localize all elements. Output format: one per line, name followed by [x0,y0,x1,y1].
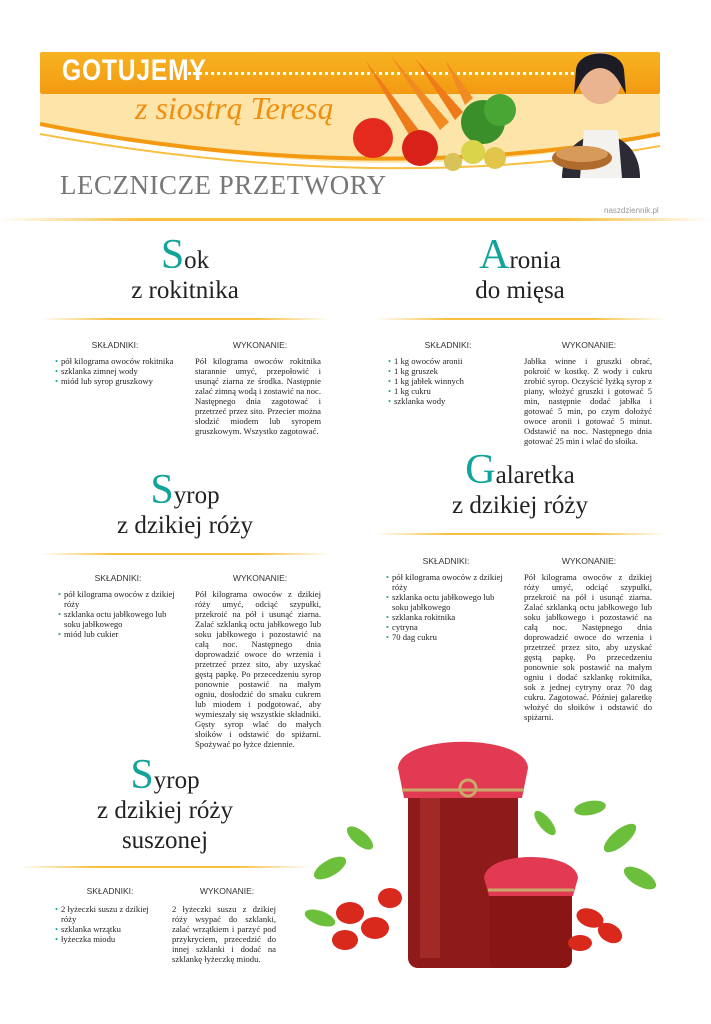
ingredients-list [58,589,183,639]
banner-subtitle: z siostrą Teresą [135,90,334,126]
ingredients-heading: SKŁADNIKI: [94,573,142,583]
recipe-divider [40,553,330,555]
method-heading: WYKONANIE: [232,340,288,350]
ingredients-heading: SKŁADNIKI: [424,340,472,350]
recipe-divider [20,866,310,868]
rosehip-jars-image [290,728,670,978]
vegetables-illustration [345,50,545,175]
ingredient-item: • szklanka wody [388,396,513,406]
method-heading: WYKONANIE: [561,340,617,350]
ingredient-item: • 1 kg owoców aronii [388,356,513,366]
ingredient-item: • szklanka zimnej wody [55,366,180,376]
recipe-divider [375,318,665,320]
recipe-title [40,232,330,306]
title-initial: S [150,467,174,513]
recipe-divider [375,533,665,535]
method-text: Pół kilograma owoców z dzikiej róży umyć, odciąć szypułki, przekroić na pół i usunąć ziarna. Zalać szklanką octu jabłkowego lub soku jabłkowego i pozostawić na całą noc. Następnego dnia doprowadzić owoce do wrzenia i przetrzeć przez sito, aby uzyskać gęstą papkę. Po przecedzeniu syrop ponownie postawić na małym ogniu, dosłodzić do smaku cukrem lub miodem i podgotować, aby wymieszały się wszystkie składniki. Gęsty syrop wlać do małych słoików i odstawić do spiżarni. Spożywać po łyżce dziennie. [195,589,321,749]
title-rest: alaretka [495,462,575,489]
title-initial: G [465,447,496,493]
ingredient-item: • szklanka rokitnika [386,612,511,622]
ingredient-item: • pół kilograma owoców z dzikiej róży [386,572,511,592]
recipe-divider [40,318,330,320]
ingredient-item: • miód lub cukier [58,629,183,639]
ingredients-heading: SKŁADNIKI: [86,886,134,896]
ingredients-heading: SKŁADNIKI: [422,556,470,566]
ingredient-item: • łyżeczka miodu [55,934,160,944]
title-rest: yrop [173,482,220,509]
method-text: Jabłka winne i gruszki obrać, pokroić w kostkę. Z wody i cukru zrobić syrop. Oczyścić łyżką syrop z piany, włożyć gruszki i gotować 5 min, następnie dodać jabłka i gotować 5 min, po czym dołożyć owoce aronii i gotować 5 minut. Odstawić na noc. Następnego dnia gotować 25 min i wlać do słoika. [524,356,652,446]
method-text: 2 łyżeczki suszu z dzikiej róży wsypać do szklanki, zalać wrzątkiem i parzyć pod przykryciem, przecedzić do innej szklanki i dodać na szklankę łyżeczkę miodu. [172,904,276,964]
sister-teresa-photo [542,50,660,178]
ingredients-list [388,356,513,406]
recipe-title [40,467,330,541]
ingredient-item: • miód lub syrop gruszkowy [55,376,180,386]
method-heading: WYKONANIE: [199,886,255,896]
recipe-title [375,232,665,306]
method-heading: WYKONANIE: [232,573,288,583]
header-rule [0,218,711,221]
tomato-image [402,130,438,166]
method-heading: WYKONANIE: [561,556,617,566]
ingredient-item: • cytryna [386,622,511,632]
title-line: suszonej [121,827,209,854]
ingredient-item: • szklanka octu jabłkowego lub soku jabłkowego [386,592,511,612]
ingredient-item: • 1 kg gruszek [388,366,513,376]
page-title: LECZNICZE PRZETWORY [60,170,387,200]
ingredient-item: • szklanka wrzątku [55,924,160,934]
ingredient-item: • szklanka octu jabłkowego lub soku jabłkowego [58,609,183,629]
title-line: do mięsa [475,277,565,304]
title-rest: ok [184,247,210,274]
site-url: naszdziennik.pl [604,206,659,215]
ingredient-item: • pół kilograma owoców rokitnika [55,356,180,366]
ingredients-list [55,904,160,944]
ingredients-list [55,356,180,386]
brand-title: GOTUJEMY [62,54,207,87]
title-rest: ronia [509,247,561,274]
ingredients-list [386,572,511,642]
ingredient-item: • 1 kg jabłek winnych [388,376,513,386]
title-initial: S [130,752,154,798]
title-initial: A [479,232,510,278]
ingredient-item: • 1 kg cukru [388,386,513,396]
title-initial: S [160,232,185,278]
ingredients-heading: SKŁADNIKI: [91,340,139,350]
ingredient-item: • 2 łyżeczki suszu z dzikiej róży [55,904,160,924]
ingredient-item: • 70 dag cukru [386,632,511,642]
method-text: Pół kilograma owoców rokitnika starannie umyć, przepołowić i usunąć ziarna ze środka. Następnie zalać zimną wodą i zostawić na noc. Następnego dnia zagotować i przetrzeć przez sito. Przecier można słodzić miodem lub syropem gruszkowym. Wszystko zagotować. [195,356,321,436]
title-line: z dzikiej róży [96,797,234,824]
potato-image [461,140,485,164]
method-text: Pół kilograma owoców z dzikiej róży umyć, odciąć szypułki, przekroić na pół i usunąć ziarna. Zalać szklanką octu jabłkowego lub soku jabłkowego i pozostawić na całą noc. Następnego dnia doprowadzić owoce do wrzenia i przetrzeć przez sito, aby uzyskać gęstą papkę. Po przecedzeniu ponownie sok postawić na małym ogniu i dodać szklankę rokitnika, sok z jednej cytryny oraz 70 dag cukru. Zagotować. Później galaretkę włożyć do słoików i odstawić do spiżarni. [524,572,652,722]
title-line: z rokitnika [131,277,239,304]
ingredient-item: • pół kilograma owoców z dzikiej róży [58,589,183,609]
recipe-title [375,447,665,521]
title-rest: yrop [153,767,200,794]
tomato-image [353,118,393,158]
recipe-title [20,752,310,856]
title-line: z dzikiej róży [451,492,589,519]
title-line: z dzikiej róży [116,512,254,539]
